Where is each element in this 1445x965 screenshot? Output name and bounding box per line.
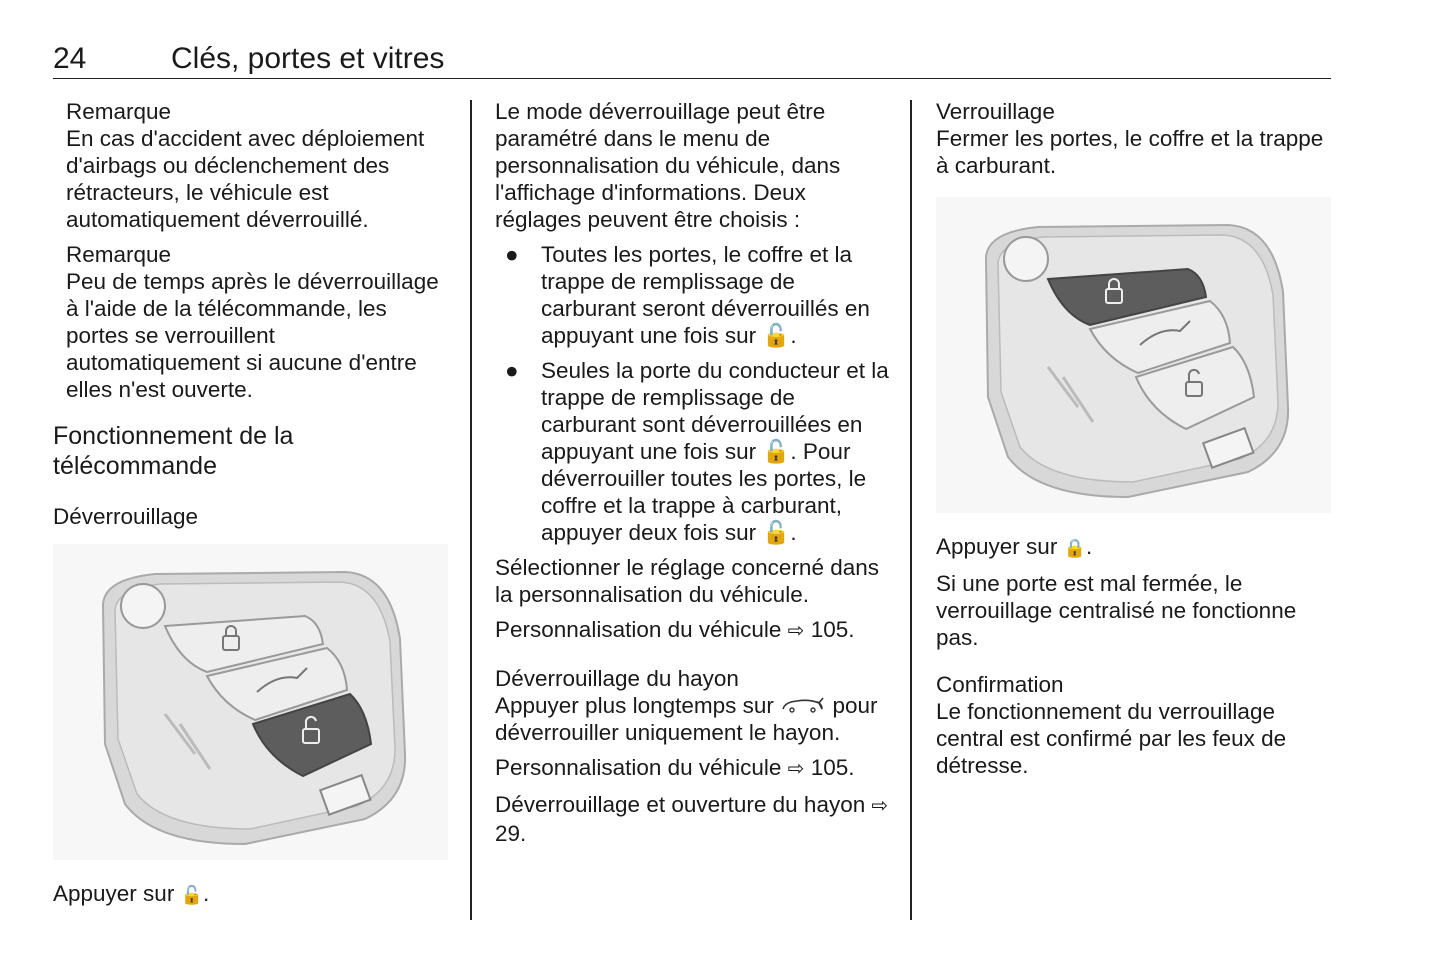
- subheading-locking: Verrouillage: [936, 99, 1055, 124]
- intro-paragraph: Le mode déverrouillage peut être paramétré dans le menu de personnalisation du véhicule, dans l'affichage d'informations. Deux réglages peuvent être choisis :: [495, 99, 841, 232]
- subheading-confirmation: Confirmation: [936, 672, 1064, 697]
- figure-caption: Appuyer sur 🔓.: [53, 881, 210, 906]
- key-fob-lock-figure: [936, 197, 1331, 513]
- chapter-title: Clés, portes et vitres: [171, 42, 445, 75]
- options-list: [495, 241, 895, 546]
- warning-paragraph: Si une porte est mal fermée, le verrouillage centralisé ne fonctionne pas.: [936, 571, 1297, 650]
- section-heading: Fonctionnement de la télécommande: [53, 422, 294, 480]
- list-item: ● Seules la porte du conducteur et la trappe de remplissage de carburant sont déverrouillées en appuyant une fois sur 🔓. Pour déverrouiller toutes les portes, le coffre et la trappe à carburant, appuyer deux fois sur 🔓.: [505, 358, 889, 545]
- lock-icon: 🔒: [1063, 538, 1086, 558]
- column-3: [936, 98, 1331, 787]
- note-block: [53, 98, 453, 403]
- key-fob-unlock-figure: [53, 544, 448, 860]
- column-divider: [910, 100, 912, 920]
- cross-reference[interactable]: Déverrouillage et ouverture du hayon ⇨ 29.: [495, 792, 889, 846]
- note-title: Remarque: [66, 99, 172, 124]
- arrow-right-icon: ⇨: [787, 758, 805, 780]
- figure-caption: Appuyer sur 🔒.: [936, 534, 1093, 559]
- column-divider: [470, 100, 472, 920]
- unlock-icon: 🔓: [180, 885, 203, 905]
- subheading-tailgate: Déverrouillage du hayon: [495, 666, 739, 691]
- list-item: ● Toutes les portes, le coffre et la trappe de remplissage de carburant seront déverrouillés en appuyant une fois sur 🔓.: [505, 242, 870, 348]
- arrow-right-icon: ⇨: [871, 795, 889, 817]
- note-text: Peu de temps après le déverrouillage à l'aide de la télécommande, les portes se verrouillent automatiquement si aucune d'entre elles n'est ouverte.: [66, 269, 439, 402]
- note-text: En cas d'accident avec déploiement d'airbags ou déclenchement des rétracteurs, le véhicule est automatiquement déverrouillé.: [66, 126, 425, 232]
- column-1: [53, 98, 453, 917]
- arrow-right-icon: ⇨: [787, 620, 805, 642]
- bullet-icon: ●: [505, 358, 519, 383]
- cross-reference[interactable]: Personnalisation du véhicule ⇨ 105.: [495, 617, 855, 642]
- page-number: 24: [53, 42, 87, 75]
- confirmation-paragraph: Le fonctionnement du verrouillage central est confirmé par les feux de détresse.: [936, 699, 1287, 778]
- note-title: Remarque: [66, 242, 172, 267]
- subheading-unlock: Déverrouillage: [53, 504, 199, 529]
- car-tailgate-icon: [780, 695, 826, 715]
- bullet-icon: ●: [505, 242, 519, 267]
- column-2: [495, 98, 895, 855]
- cross-reference[interactable]: Personnalisation du véhicule ⇨ 105.: [495, 755, 855, 780]
- locking-paragraph: Fermer les portes, le coffre et la trappe à carburant.: [936, 126, 1324, 178]
- tailgate-paragraph: Appuyer plus longtemps sur pour déverrouiller uniquement le hayon.: [495, 693, 878, 745]
- page-header: [53, 40, 1331, 79]
- select-paragraph: Sélectionner le réglage concerné dans la personnalisation du véhicule.: [495, 555, 880, 607]
